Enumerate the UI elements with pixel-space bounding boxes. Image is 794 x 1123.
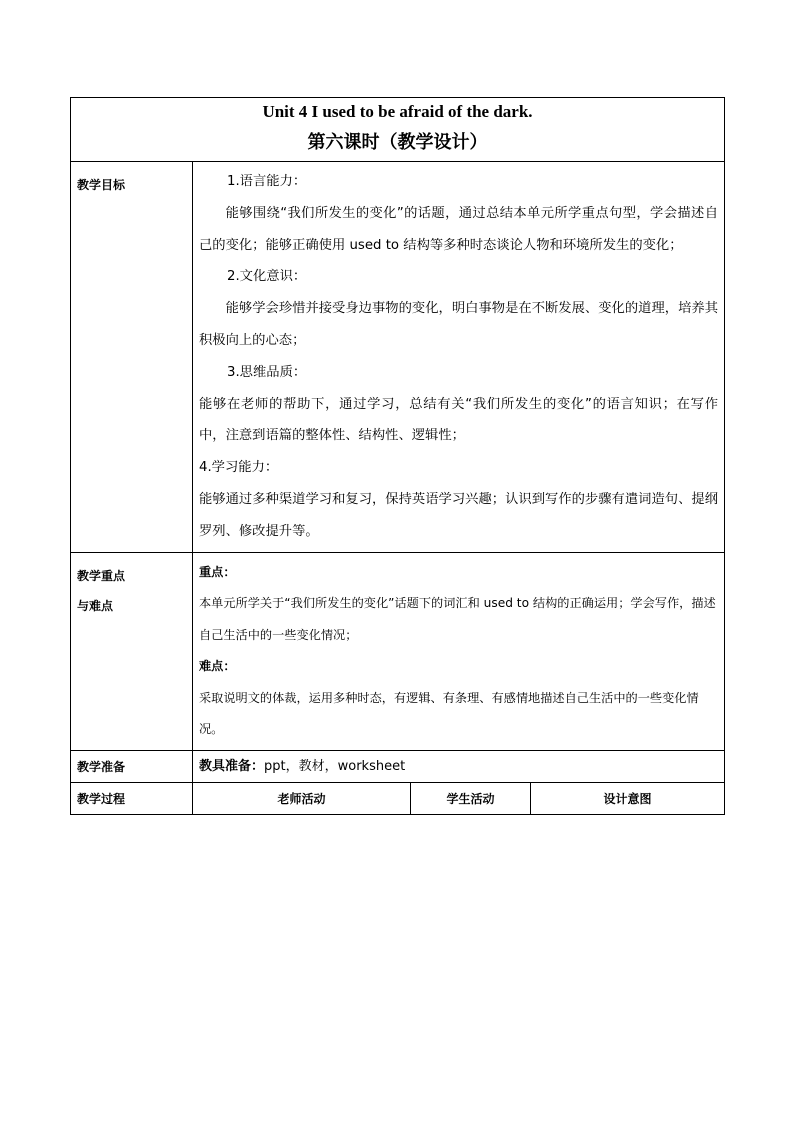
objective-text: 能够通过多种渠道学习和复习，保持英语学习兴趣；认识到写作的步骤有遣词造句、提纲罗列、修改提升等。 (199, 491, 718, 539)
difficult-heading: 难点： (199, 659, 236, 674)
lesson-plan-table (70, 97, 725, 815)
process-label: 教学过程 (71, 782, 193, 814)
difficult-text: 采取说明文的体裁，运用多种时态，有逻辑、有条理、有感情地描述自己生活中的一些变化情况。 (199, 690, 699, 737)
preparation-heading: 教具准备： (199, 758, 265, 774)
key-points-row (71, 552, 725, 750)
chinese-title: 第六课时（教学设计） (307, 132, 488, 153)
student-activity-header: 学生活动 (411, 782, 531, 814)
objective-heading: 1.语言能力： (227, 174, 307, 189)
objective-heading: 2.文化意识： (227, 269, 307, 285)
title-row (71, 98, 725, 162)
objectives-content (193, 162, 725, 553)
objective-text: 能够学会珍惜并接受身边事物的变化，明白事物是在不断发展、变化的道理，培养其积极向上的心态； (199, 301, 718, 348)
objectives-label: 教学目标 (71, 162, 193, 553)
objective-heading: 4.学习能力： (199, 460, 279, 476)
key-text: 本单元所学关于“我们所发生的变化”话题下的词汇和 used to 结构的正确运用；学会写作，描述自己生活中的一些变化情况； (199, 596, 716, 642)
preparation-row (71, 750, 725, 782)
preparation-label: 教学准备 (71, 750, 193, 782)
title-cell (71, 98, 725, 162)
objective-text: 能够在老师的帮助下，通过学习，总结有关“我们所发生的变化”的语言知识；在写作中，注意到语篇的整体性、结构性、逻辑性； (199, 396, 718, 444)
english-title: Unit 4 I used to be afraid of the dark. (262, 102, 533, 121)
key-heading: 重点： (199, 564, 236, 579)
objective-text: 能够围绕“我们所发生的变化”的话题，通过总结本单元所学重点句型，学会描述自己的变化；能够正确使用 used to 结构等多种时态谈论人物和环境所发生的变化； (199, 205, 718, 253)
key-points-label: 教学重点 与难点 (71, 552, 193, 750)
objectives-row (71, 162, 725, 553)
design-intent-header: 设计意图 (531, 782, 725, 814)
objective-heading: 3.思维品质： (227, 364, 307, 380)
preparation-content (193, 750, 725, 782)
process-row (71, 782, 725, 814)
teacher-activity-header: 老师活动 (193, 782, 411, 814)
key-points-content (193, 552, 725, 750)
preparation-text: ppt，教材，worksheet (264, 758, 406, 774)
